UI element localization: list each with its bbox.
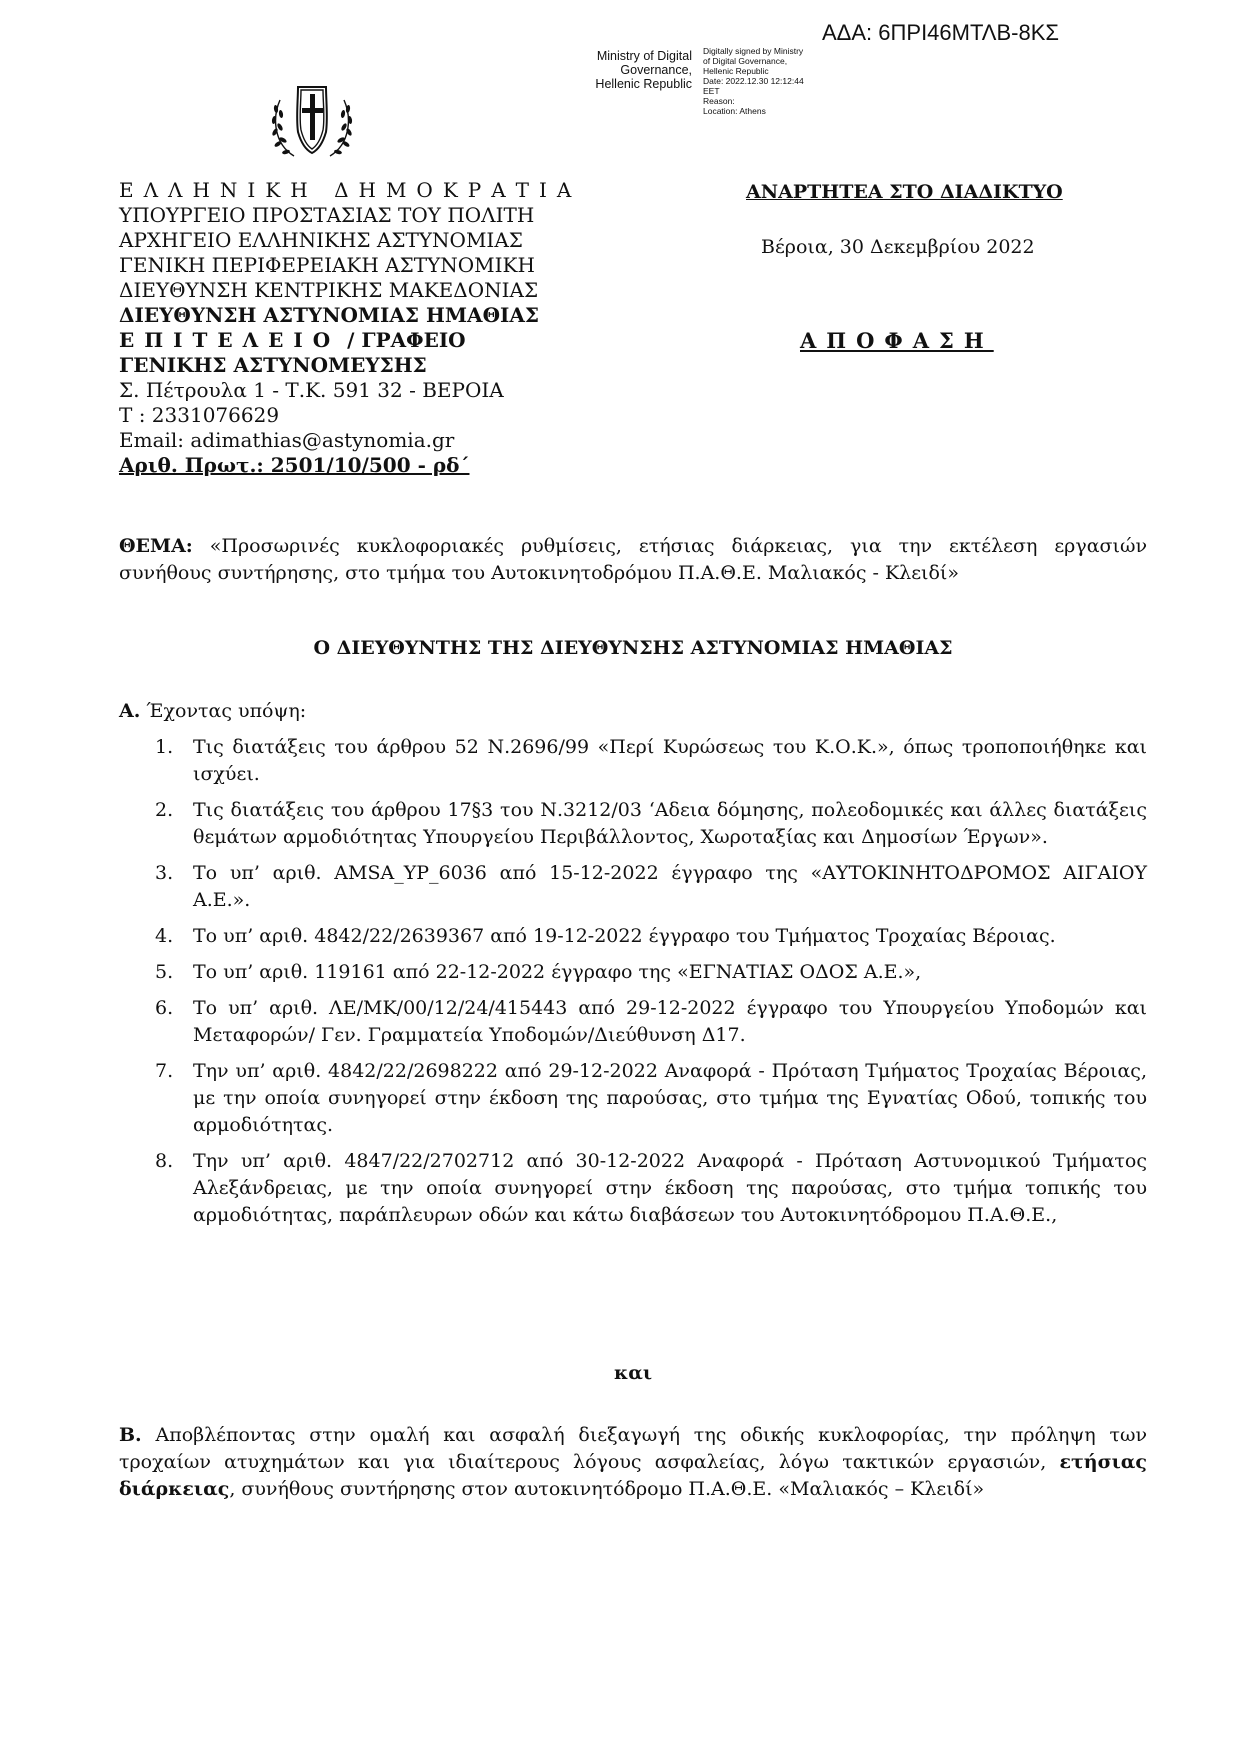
list-item-number: 1. bbox=[155, 736, 174, 758]
references-list bbox=[119, 734, 1147, 1238]
list-item-number: 5. bbox=[155, 961, 174, 983]
greek-coat-of-arms-icon bbox=[264, 82, 360, 162]
list-item bbox=[119, 860, 1147, 914]
list-item-number: 4. bbox=[155, 925, 174, 947]
sender-phone: Τ : 2331076629 bbox=[119, 403, 280, 427]
director-heading: Ο ΔΙΕΥΘΥΝΤΗΣ ΤΗΣ ΔΙΕΥΘΥΝΣΗΣ ΑΣΤΥΝΟΜΙΑΣ ΗΜΑΘΙΑΣ bbox=[313, 637, 953, 659]
list-item-number: 8. bbox=[155, 1150, 174, 1172]
list-item bbox=[119, 923, 1147, 950]
signature-detail-line: Reason: bbox=[703, 96, 735, 106]
internet-posting-note: ΑΝΑΡΤΗΤΕΑ ΣΤΟ ΔΙΑΔΙΚΤΥΟ bbox=[746, 181, 1063, 203]
subject-paragraph bbox=[119, 533, 1147, 587]
signature-detail-line: Date: 2022.12.30 12:12:44 bbox=[703, 76, 804, 86]
list-item bbox=[119, 1058, 1147, 1139]
list-item-text: Την υπ’ αριθ. 4842/22/2698222 από 29-12-2022 Αναφορά - Πρόταση Τμήματος Τροχαίας Βέροιας, με την οποία συνηγορεί στην έκδοση της παρούσας, στο τμήμα της Εγνατίας Οδού, τοπικής του αρμοδιότητας. bbox=[193, 1060, 1147, 1136]
sender-directorate-macedonia: ΔΙΕΥΘΥΝΣΗ ΚΕΝΤΡΙΚΗΣ ΜΑΚΕΔΟΝΙΑΣ bbox=[119, 278, 539, 302]
digital-signature-organization bbox=[580, 49, 692, 91]
list-item bbox=[119, 797, 1147, 851]
section-a-text: Έχοντας υπόψη: bbox=[140, 700, 307, 722]
signature-detail-line: Digitally signed by Ministry bbox=[703, 46, 804, 56]
list-item-text: Το υπ’ αριθ. 4842/22/2639367 από 19-12-2022 έγγραφο του Τμήματος Τροχαίας Βέροιας. bbox=[193, 925, 1056, 947]
sender-email: Email: adimathias@astynomia.gr bbox=[119, 428, 455, 452]
section-b-paragraph bbox=[119, 1422, 1147, 1503]
protocol-number: Αριθ. Πρωτ.: 2501/10/500 - ρδ΄ bbox=[119, 453, 470, 477]
signature-detail-line: of Digital Governance, bbox=[703, 56, 788, 66]
list-item-text: Τις διατάξεις του άρθρου 52 Ν.2696/99 «Περί Κυρώσεως του Κ.Ο.Κ.», όπως τροποποιήθηκε και ισχύει. bbox=[193, 736, 1147, 785]
sender-general-police: ΓΕΝΙΚΗ ΠΕΡΙΦΕΡΕΙΑΚΗ ΑΣΤΥΝΟΜΙΚΗ bbox=[119, 253, 535, 277]
list-item bbox=[119, 995, 1147, 1049]
list-item-number: 3. bbox=[155, 862, 174, 884]
list-item-text: Την υπ’ αριθ. 4847/22/2702712 από 30-12-2022 Αναφορά - Πρόταση Αστυνομικού Τμήματος Αλεξάνδρειας, με την οποία συνηγορεί στην έκδοση της παρούσας, στο τμήμα τοπικής του αρμοδιότητας, παράπλευρων οδών και κάτω διαβάσεων του Αυτοκινητόδρομου Π.Α.Θ.Ε., bbox=[193, 1150, 1147, 1226]
list-item bbox=[119, 1148, 1147, 1229]
sender-headquarters: ΑΡΧΗΓΕΙΟ ΕΛΛΗΝΙΚΗΣ ΑΣΤΥΝΟΜΙΑΣ bbox=[119, 228, 523, 252]
sender-ministry: ΥΠΟΥΡΓΕΙΟ ΠΡΟΣΤΑΣΙΑΣ ΤΟΥ ΠΟΛΙΤΗ bbox=[119, 203, 535, 227]
list-item-number: 7. bbox=[155, 1060, 174, 1082]
signature-detail-line: Location: Athens bbox=[703, 106, 766, 116]
list-item-text: Το υπ’ αριθ. 119161 από 22-12-2022 έγγραφο της «ΕΓΝΑΤΙΑΣ ΟΔΟΣ Α.Ε.», bbox=[193, 961, 922, 983]
list-item bbox=[119, 959, 1147, 986]
subject-label: ΘΕΜΑ: bbox=[119, 535, 193, 557]
list-item-text: Το υπ’ αριθ. ΛΕ/ΜΚ/00/12/24/415443 από 29-12-2022 έγγραφο του Υπουργείου Υποδομών και Μεταφορών/ Γεν. Γραμματεία Υποδομών/Διεύθυνση Δ17. bbox=[193, 997, 1147, 1046]
signature-org-line: Hellenic Republic bbox=[595, 77, 692, 91]
list-item bbox=[119, 734, 1147, 788]
signature-detail-line: EET bbox=[703, 86, 720, 96]
section-b-text-end: , συνήθους συντήρησης στον αυτοκινητόδρομο Π.Α.Θ.Ε. «Μαλιακός – Κλειδί» bbox=[229, 1478, 985, 1500]
section-a-header bbox=[119, 700, 306, 722]
digital-signature-details bbox=[703, 46, 823, 116]
sender-general-policing: ΓΕΝΙΚΗΣ ΑΣΤΥΝΟΜΕΥΣΗΣ bbox=[119, 353, 427, 377]
connector-and: και bbox=[613, 1362, 653, 1384]
list-item-text: Το υπ’ αριθ. AMSA_YP_6036 από 15-12-2022 έγγραφο της «ΑΥΤΟΚΙΝΗΤΟΔΡΟΜΟΣ ΑΙΓΑΙΟΥ Α.Ε.». bbox=[193, 862, 1147, 911]
signature-detail-line: Hellenic Republic bbox=[703, 66, 769, 76]
subject-text: «Προσωρινές κυκλοφοριακές ρυθμίσεις, ετήσιας διάρκειας, για την εκτέλεση εργασιών συνήθους συντήρησης, στο τμήμα του Αυτοκινητοδρόμου Π.Α.Θ.Ε. Μαλιακός - Κλειδί» bbox=[119, 535, 1147, 584]
signature-org-line: Ministry of Digital bbox=[596, 49, 692, 63]
list-item-number: 2. bbox=[155, 799, 174, 821]
list-item-text: Τις διατάξεις του άρθρου 17§3 του Ν.3212/03 ‘Αδεια δόμησης, πολεοδομικές και άλλες διατάξεις θεμάτων αρμοδιότητας Υπουργείου Περιβάλλοντος, Χωροταξίας και Δημοσίων Έργων». bbox=[193, 799, 1147, 848]
sender-address: Σ. Πέτρουλα 1 - Τ.Κ. 591 32 - ΒΕΡΟΙΑ bbox=[119, 378, 504, 402]
section-a-label: Α. bbox=[119, 700, 141, 722]
ada-code: ΑΔΑ: 6ΠΡΙ46ΜΤΛΒ-8ΚΣ bbox=[822, 20, 1059, 45]
section-b-emphasis: ετήσιας διάρκειας bbox=[119, 1451, 1147, 1500]
sender-staff-label: ΕΠΙΤΕΛΕΙΟ bbox=[119, 328, 341, 352]
list-item-number: 6. bbox=[155, 997, 174, 1019]
sender-block bbox=[119, 178, 581, 478]
section-b-text-start: Αποβλέποντας στην ομαλή και ασφαλή διεξαγωγή της οδικής κυκλοφορίας, την πρόληψη των τροχαίων ατυχημάτων και για ιδιαίτερους λόγους ασφαλείας, λόγω τακτικών εργασιών, bbox=[119, 1424, 1147, 1473]
sender-directorate-imathia: ΔΙΕΥΘΥΝΣΗ ΑΣΤΥΝΟΜΙΑΣ ΗΜΑΘΙΑΣ bbox=[119, 303, 539, 327]
place-date: Βέροια, 30 Δεκεμβρίου 2022 bbox=[761, 236, 1035, 258]
sender-staff-office bbox=[119, 328, 581, 353]
sender-republic: ΕΛΛΗΝΙΚΗ ΔΗΜΟΚΡΑΤΙΑ bbox=[119, 178, 582, 202]
sender-office-label: / ΓΡΑΦΕΙΟ bbox=[347, 328, 466, 352]
section-b-label: Β. bbox=[119, 1424, 142, 1446]
signature-org-line: Governance, bbox=[620, 63, 692, 77]
decision-title: ΑΠΟΦΑΣΗ bbox=[800, 328, 994, 353]
